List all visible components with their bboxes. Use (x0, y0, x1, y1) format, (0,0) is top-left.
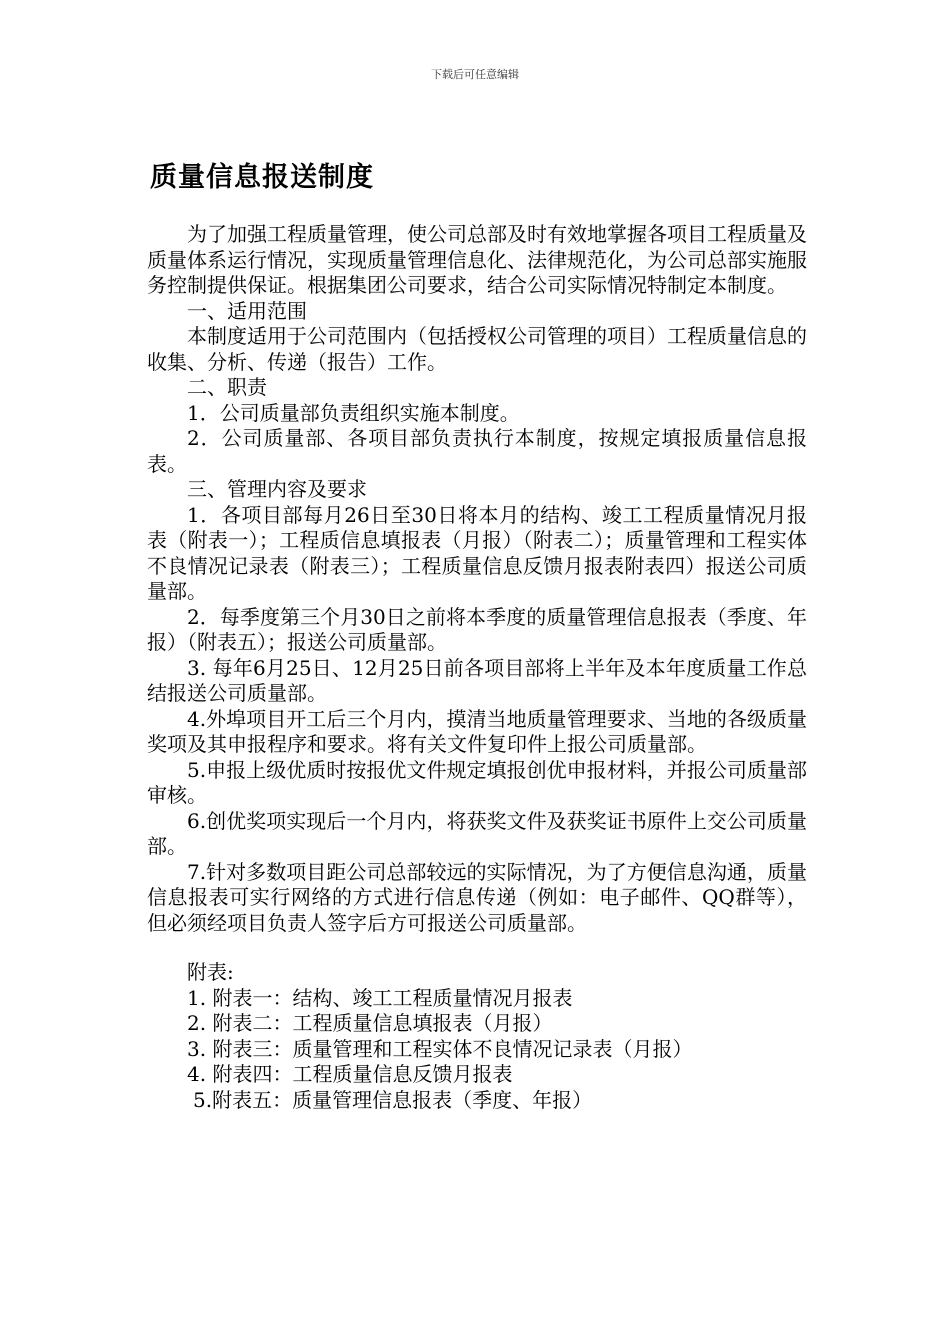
appendix-item: 3. 附表三：质量管理和工程实体不良情况记录表（月报） (187, 1036, 693, 1061)
management-item: 2．每季度第三个月30日之前将本季度的质量管理信息报表（季度、年报）（附表五）；报送公司质量部。 (147, 604, 807, 654)
appendix-item: 1. 附表一：结构、竣工工程质量情况月报表 (187, 985, 573, 1010)
duty-item: 1．公司质量部负责组织实施本制度。 (187, 400, 520, 425)
duty-item: 2．公司质量部、各项目部负责执行本制度，按规定填报质量信息报表。 (147, 426, 807, 476)
appendix-item: 2. 附表二：工程质量信息填报表（月报） (187, 1011, 553, 1035)
management-item: 1．各项目部每月26日至30日将本月的结构、竣工工程质量情况月报表（附表一）；工程质信息填报表（月报）（附表二）；质量管理和工程实体不良情况记录表（附表三）；工程质量信息反馈月报表附表四）报送公司质量部。 (147, 502, 807, 603)
document-body (147, 222, 807, 1113)
management-item: 4.外埠项目开工后三个月内，摸清当地质量管理要求、当地的各级质量奖项及其申报程序和要求。将有关文件复印件上报公司质量部。 (147, 706, 807, 756)
paragraph-gap (147, 936, 807, 960)
management-item: 3. 每年6月25日、12月25日前各项目部将上半年及本年度质量工作总结报送公司质量部。 (147, 655, 807, 705)
header-note: 下载后可任意编辑 (431, 68, 519, 81)
section-heading-scope: 一、适用范围 (187, 298, 307, 323)
intro-paragraph: 为了加强工程质量管理，使公司总部及时有效地掌握各项目工程质量及质量体系运行情况，实现质量管理信息化、法律规范化，为公司总部实施服务控制提供保证。根据集团公司要求，结合公司实际情况特制定本制度。 (147, 222, 807, 297)
appendix-item: 5.附表五：质量管理信息报表（季度、年报） (193, 1087, 593, 1112)
appendix-heading: 附表: (187, 960, 234, 984)
management-item: 7.针对多数项目距公司总部较远的实际情况，为了方便信息沟通，质量信息报表可实行网络的方式进行信息传递（例如：电子邮件、QQ群等），但必须经项目负责人签字后方可报送公司质量部。 (147, 859, 807, 935)
appendix-item: 4. 附表四：工程质量信息反馈月报表 (187, 1062, 513, 1086)
management-item: 6.创优奖项实现后一个月内，将获奖文件及获奖证书原件上交公司质量部。 (147, 808, 807, 858)
document-title: 质量信息报送制度 (150, 162, 374, 193)
section-heading-duty: 二、职责 (187, 375, 267, 399)
scope-paragraph: 本制度适用于公司范围内（包括授权公司管理的项目）工程质量信息的收集、分析、传递（报告）工作。 (147, 324, 807, 374)
section-heading-management: 三、管理内容及要求 (187, 477, 367, 501)
management-item: 5.申报上级优质时按报优文件规定填报创优申报材料，并报公司质量部审核。 (147, 757, 807, 807)
